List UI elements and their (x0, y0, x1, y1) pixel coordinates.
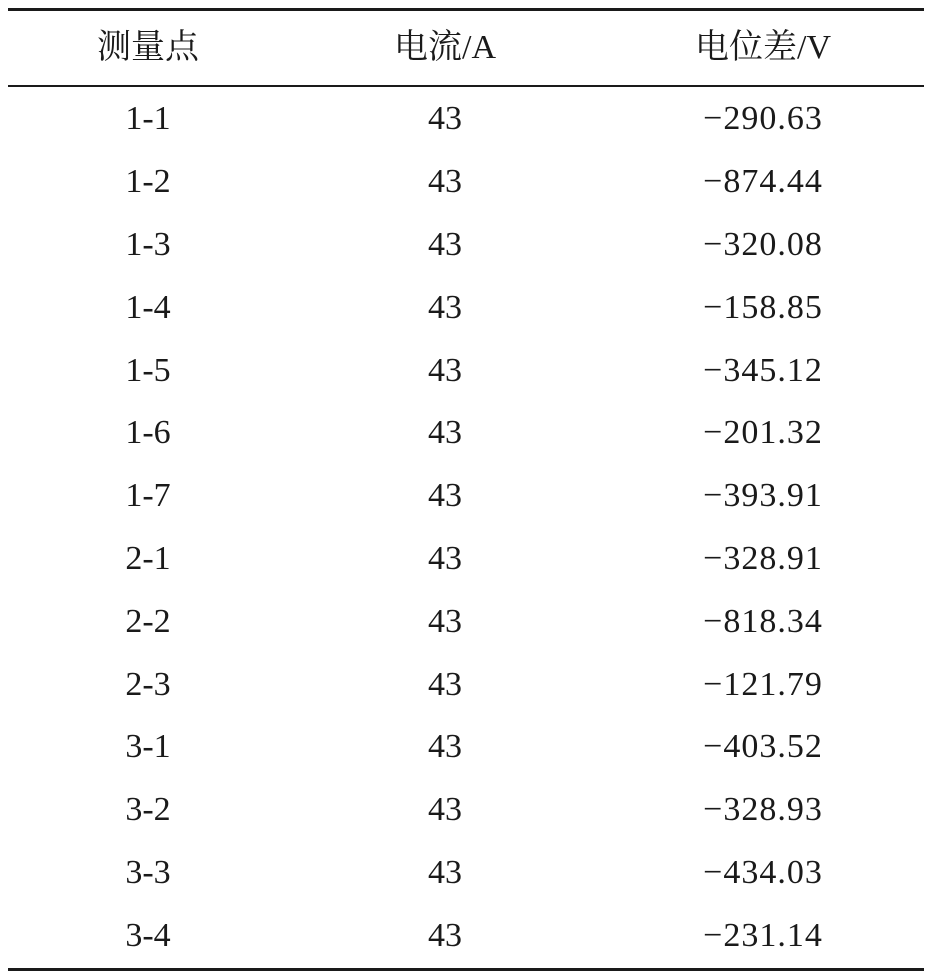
potential-difference-cell: −231.14 (703, 916, 823, 954)
current-cell: 43 (428, 602, 462, 640)
column-header-potential-difference: 电位差/V (695, 29, 831, 66)
table-header-row (8, 11, 924, 85)
potential-difference-cell: −345.12 (703, 351, 823, 389)
table-row (8, 214, 924, 277)
data-table (8, 8, 924, 971)
measurement-point-cell: 3-2 (125, 791, 171, 829)
measurement-point-cell: 2-1 (125, 539, 171, 577)
measurement-point-cell: 2-3 (125, 665, 171, 703)
table-row (8, 653, 924, 716)
measurement-point-cell: 3-1 (125, 728, 171, 766)
measurement-point-cell: 1-2 (125, 163, 171, 201)
column-header-measurement-point: 测量点 (97, 29, 199, 66)
current-cell: 43 (428, 665, 462, 703)
current-cell: 43 (428, 225, 462, 263)
measurement-point-cell: 3-4 (125, 916, 171, 954)
potential-difference-cell: −818.34 (703, 602, 823, 640)
measurement-point-cell: 1-1 (125, 100, 171, 138)
measurement-point-cell: 1-6 (125, 414, 171, 452)
table-row (8, 904, 924, 967)
table-row (8, 151, 924, 214)
current-cell: 43 (428, 853, 462, 891)
current-cell: 43 (428, 728, 462, 766)
current-cell: 43 (428, 414, 462, 452)
table-row (8, 276, 924, 339)
table-row (8, 88, 924, 151)
table-row (8, 590, 924, 653)
table-row (8, 779, 924, 842)
measurement-point-cell: 1-3 (125, 225, 171, 263)
table-body (8, 87, 924, 968)
measurement-point-cell: 3-3 (125, 853, 171, 891)
potential-difference-cell: −874.44 (703, 163, 823, 201)
current-cell: 43 (428, 916, 462, 954)
table-row (8, 465, 924, 528)
potential-difference-cell: −158.85 (703, 288, 823, 326)
table-row (8, 339, 924, 402)
measurement-point-cell: 1-4 (125, 288, 171, 326)
current-cell: 43 (428, 163, 462, 201)
column-header-current: 电流/A (394, 29, 496, 66)
potential-difference-cell: −328.93 (703, 791, 823, 829)
table-row (8, 842, 924, 905)
potential-difference-cell: −201.32 (703, 414, 823, 452)
table-row (8, 528, 924, 591)
potential-difference-cell: −403.52 (703, 728, 823, 766)
measurement-point-cell: 1-7 (125, 477, 171, 515)
measurement-point-cell: 2-2 (125, 602, 171, 640)
current-cell: 43 (428, 100, 462, 138)
potential-difference-cell: −121.79 (703, 665, 823, 703)
measurement-point-cell: 1-5 (125, 351, 171, 389)
table-row (8, 402, 924, 465)
current-cell: 43 (428, 477, 462, 515)
current-cell: 43 (428, 539, 462, 577)
table-row (8, 716, 924, 779)
potential-difference-cell: −328.91 (703, 539, 823, 577)
current-cell: 43 (428, 288, 462, 326)
potential-difference-cell: −434.03 (703, 853, 823, 891)
potential-difference-cell: −393.91 (703, 477, 823, 515)
table-bottom-rule (8, 968, 924, 971)
potential-difference-cell: −290.63 (703, 100, 823, 138)
potential-difference-cell: −320.08 (703, 225, 823, 263)
current-cell: 43 (428, 791, 462, 829)
current-cell: 43 (428, 351, 462, 389)
